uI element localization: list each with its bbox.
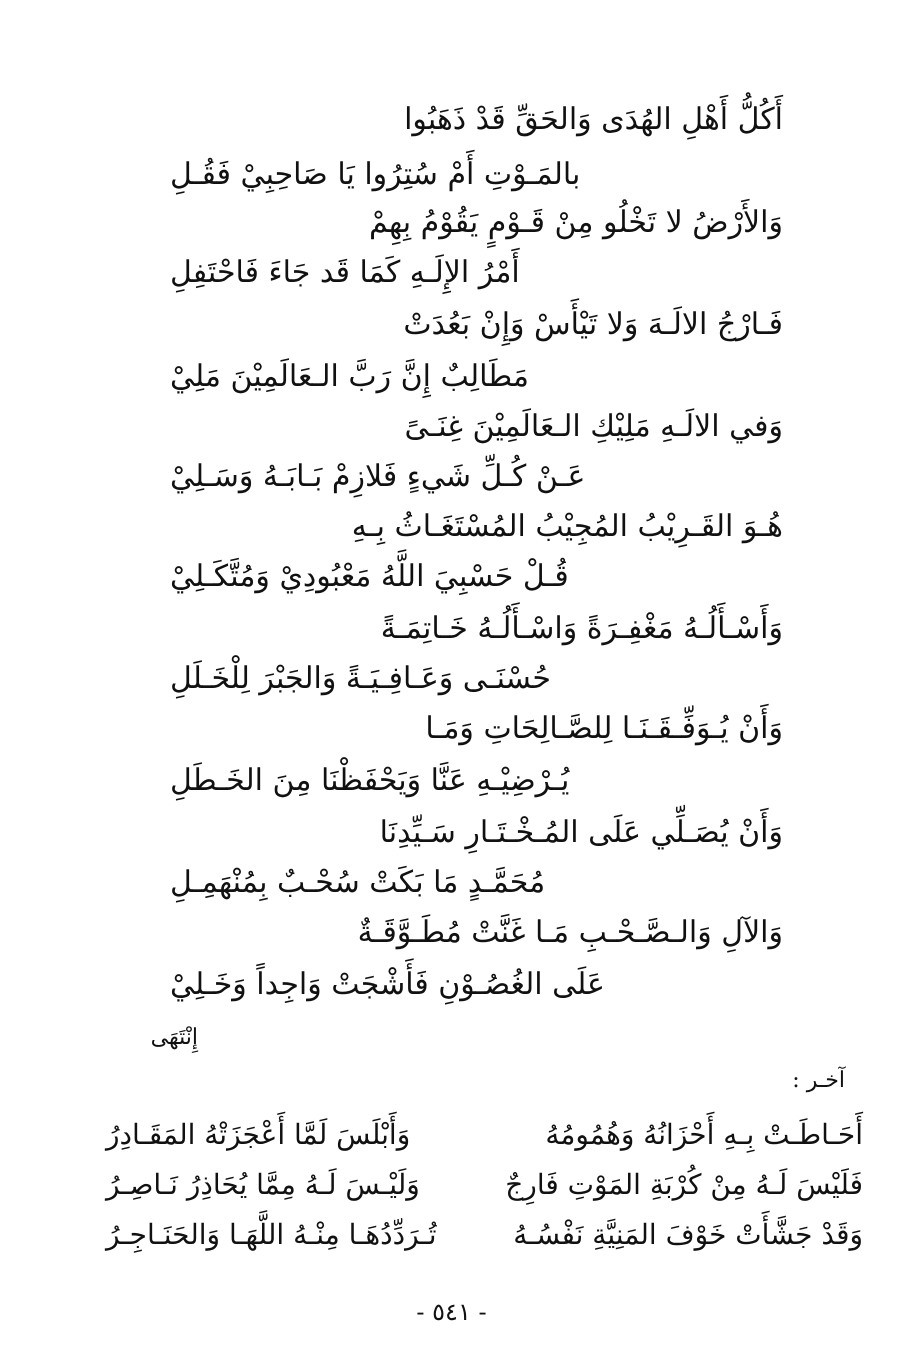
verse-line-17: وَالآلِ وَالـصَّـحْـبِ مَـا غَنَّتْ مُطَـوَّقَـةٌ	[357, 915, 783, 950]
verse-line-4: أَمْرُ الإِلَـهِ كَمَا قَد جَاءَ فَاحْتَفِلِ	[170, 255, 520, 290]
section-heading: آخـر :	[792, 1068, 845, 1093]
hemistich-first: فَلَيْسَ لَـهُ مِنْ كُرْبَةِ المَوْتِ فَارِجٌ	[505, 1168, 863, 1201]
verse-line-8: عَـنْ كُـلِّ شَيءٍ فَلازِمْ بَـابَـهُ وَسَـلِيْ	[170, 459, 586, 494]
verse-line-12: حُسْنَـى وَعَـافِـيَـةً وَالجَبْرَ لِلْخَـلَلِ	[170, 661, 551, 696]
verse-line-5: فَـارْجُ الالَـهَ وَلا تَيْأَسْ وَإِنْ بَعُدَتْ	[403, 307, 783, 342]
verse-line-1: أَكُلُّ أَهْلِ الهُدَى وَالحَقِّ قَدْ ذَهَبُوا	[404, 102, 783, 137]
verse-line-18: عَلَى الغُصُـوْنِ فَأَشْجَتْ وَاجِداً وَخَـلِيْ	[170, 967, 605, 1002]
verse-line-15: وَأَنْ يُصَـلِّي عَلَى المُـخْـتَـارِ سَـيِّدِنَا	[379, 815, 783, 850]
couplet-row-3	[106, 1218, 863, 1258]
verse-line-6: مَطَالِبٌ إِنَّ رَبَّ الـعَالَمِيْنَ مَلِيْ	[170, 359, 529, 394]
couplet-row-2	[106, 1168, 863, 1208]
hemistich-first: وَقَدْ جَشَّأَتْ خَوْفَ المَنِيَّةِ نَفْسُـهُ	[513, 1218, 863, 1251]
hemistich-second: تُـرَدِّدُهَـا مِنْـهُ اللَّهَـا وَالحَنَـاجِـرُ	[106, 1218, 437, 1251]
verse-line-10: قُـلْ حَسْبِيَ اللَّهُ مَعْبُودِيْ وَمُتَّكَـلِيْ	[170, 559, 569, 594]
couplet-row-1	[106, 1118, 863, 1158]
verse-line-11: وَأَسْـأَلُـهُ مَغْفِـرَةً وَاسْـأَلُـهُ خَـاتِمَـةً	[380, 611, 783, 646]
verse-line-3: وَالأَرْضُ لا تَخْلُو مِنْ قَـوْمٍ يَقُوْمُ بِهِمْ	[368, 205, 783, 240]
verse-line-9: هُـوَ القَـرِيْبُ المُجِيْبُ المُسْتَغَـاثُ بِـهِ	[351, 509, 783, 544]
verse-line-13: وَأَنْ يُـوَفِّـقَـنَـا لِلصَّـالِحَاتِ وَمَـا	[425, 711, 783, 746]
hemistich-second: وَلَيْـسَ لَـهُ مِمَّا يُحَاذِرُ نَـاصِـرُ	[106, 1168, 420, 1201]
verse-line-2: بالمَـوْتِ أَمْ سُتِرُوا يَا صَاحِبِيْ فَقُـلِ	[170, 157, 581, 192]
verse-line-16: مُحَمَّـدٍ مَا بَكَتْ سُحْـبٌ بِمُنْهَمِـلِ	[170, 865, 546, 900]
verse-line-7: وَفي الالَـهِ مَلِيْكِ الـعَالَمِيْنَ غِنَـىً	[404, 409, 783, 444]
page-number: - ٥٤١ -	[416, 1298, 487, 1326]
hemistich-first: أَحَـاطَـتْ بِـهِ أَحْزَانُهُ وَهُمُومُهُ	[545, 1118, 863, 1151]
hemistich-second: وَأَبْلَسَ لَمَّا أَعْجَزَتْهُ المَقَـادِرُ	[106, 1118, 411, 1151]
end-word: إِنْتَهَى	[150, 1025, 198, 1050]
verse-line-14: يُـرْضِيْـهِ عَنَّا وَيَحْفَظْنَا مِنَ الخَـطَلِ	[170, 763, 570, 798]
